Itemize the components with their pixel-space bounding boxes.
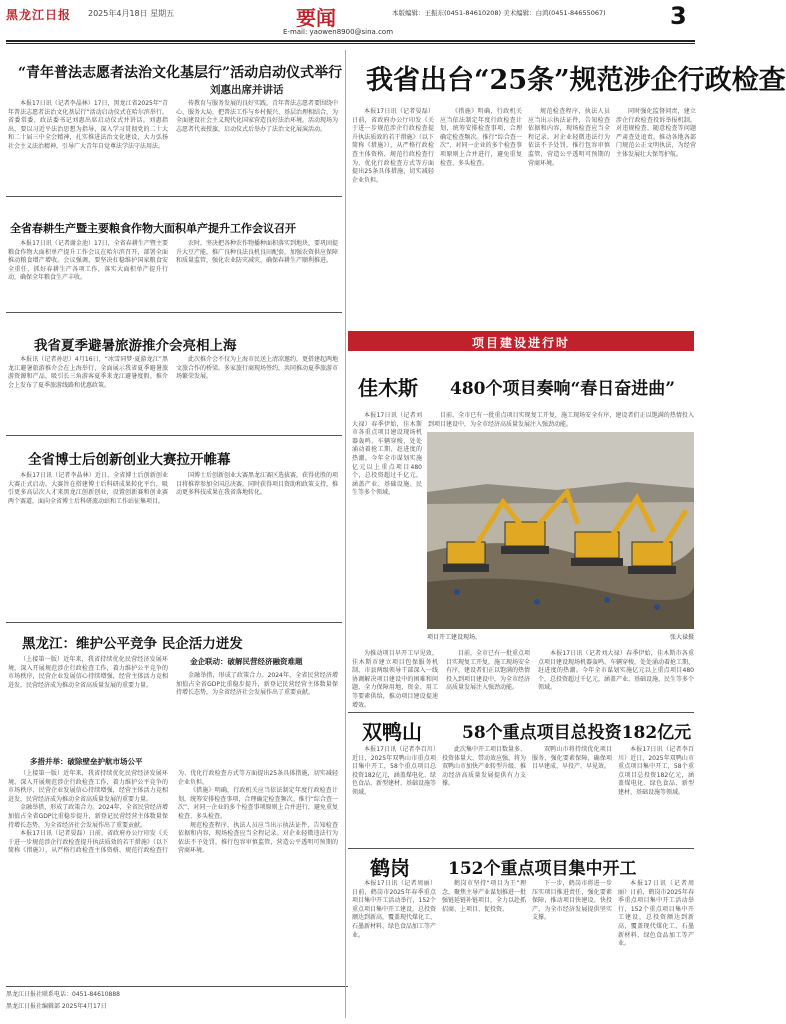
- article-1-text-2: 传教育与服务发展的良好实践。青年普法志愿者要围绕中心、服务大局，把普法工作与乡村振兴、基层治理相结合，为全面建设社会主义现代化国家营造良好法治环境。活动现场为志愿者代表授旗，启动仪式后举办了法治文化展演活动。: [176, 100, 339, 133]
- footer: [6, 986, 348, 1018]
- page-number: 3: [670, 2, 687, 30]
- footer-line-1: [6, 991, 348, 1001]
- article-5-title[interactable]: 黑龙江：维护公平竞争 民企活力迸发: [22, 636, 243, 652]
- article-5-text-3: （上接第一版）近年来，我省持续优化民营经济发展环境，深入开展规范涉企行政检查工作，着力维护公平竞争的市场秩序，民营企业发展信心持续增强，经营主体活力竞相迸发，民营经济成为推动全省高质量发展的重要力量。: [8, 770, 168, 803]
- masthead-rule: [6, 40, 695, 42]
- jms-text-3: 目前，全市已有一批重点项目实现复工开复，施工现场安全有序，建设者们正以饱满的热情投入到项目建设中，为全市经济高质量发展注入强劲动能。: [428, 412, 694, 428]
- sys-text-3: 双鸭山市将持续优化项目服务，强化要素保障，确保项目早建成、早投产、早见效。: [532, 746, 612, 771]
- article-5-text-6: 《措施》明确，行政机关应当依法制定年度行政检查计划，统筹安排检查事项，合理确定检查频次。推行“综合查一次”，对同一企业的多个检查事项原则上合并进行，避免重复检查、多头检查。: [178, 787, 338, 820]
- sys-col-1: [352, 746, 436, 842]
- footer-line-2: [6, 1003, 348, 1013]
- main-col-4: [616, 108, 696, 324]
- jms-text-4: 目前，全市已有一批重点项目实现复工开复，施工现场安全有序，建设者们正以饱满的热情投入到项目建设中，为全市经济高质量发展注入强劲动能。: [446, 650, 531, 692]
- hg-col-1: [352, 880, 436, 1018]
- divider: [348, 848, 694, 849]
- main-headline[interactable]: 我省出台“25条”规范涉企行政检查: [366, 65, 786, 96]
- main-text-4: 同时强化监督问责，建立涉企行政检查投诉举报机制，对违规检查、随意检查等问题严肃查处追责，推动各地各部门规范公正文明执法，为经营主体发展壮大保驾护航。: [616, 108, 696, 158]
- article-4-title[interactable]: 全省博士后创新创业大赛拉开帷幕: [28, 452, 231, 468]
- divider: [6, 196, 342, 197]
- sys-text-4: 本报17日讯（记者李百川）近日，2025年双鸭山市重点项目集中开工，58个重点项目总投资182亿元，涵盖煤电化、绿色食品、新型建材、基础设施等领域。: [618, 746, 694, 796]
- article-1-subtitle: 刘惠出席并讲话: [210, 84, 284, 96]
- article-2-col-1: [8, 240, 168, 306]
- article-5-kicker: 多措并举：破除壁垒护航市场公平: [30, 757, 143, 766]
- footer-text-1: 黑龙江日报社联系电话：0451-84610888: [6, 991, 120, 998]
- hg-headline[interactable]: 152个重点项目集中开工: [448, 859, 637, 879]
- sys-headline[interactable]: 58个重点项目总投资182亿元: [462, 723, 692, 743]
- newspaper-logo: 黑龙江日报: [6, 8, 72, 22]
- photo-caption-text: 项目开工建设现场。: [427, 634, 482, 641]
- article-4-text-2: 国博士后创新创业大赛黑龙江赛区选拔赛，获得优胜的项目将推荐参加全国总决赛，同时获得项目资助和政策支持，推动更多科技成果在我省落地转化。: [176, 472, 339, 497]
- sys-place: 双鸭山: [362, 720, 422, 744]
- article-5-text-7: 规范检查程序，执法人员应当出示执法证件，告知检查依据和内容，现场检查应当全程记录。对企业轻微违法行为依法不予处罚，推行包容审慎监管，营造公平透明可预期的营商环境。: [178, 821, 338, 855]
- photo-caption: [427, 632, 694, 641]
- article-2-title[interactable]: 全省春耕生产暨主要粮食作物大面积单产提升工作会议召开: [10, 222, 296, 235]
- main-col-1: [352, 108, 434, 324]
- main-text-2: 《措施》明确，行政机关应当依法制定年度行政检查计划，统筹安排检查事项，合理确定检查频次。推行“综合查一次”，对同一企业的多个检查事项原则上合并进行，避免重复检查、多头检查。: [440, 108, 522, 167]
- article-1-text-1: 本报17日讯（记者李晶林）17日，黑龙江省2025年“青年普法志愿者法治文化基层行”活动启动仪式在哈尔滨举行。省委常委、政法委书记刘惠出席启动仪式并讲话。刘惠指出，要以习近平法治思想为指导，深入学习贯彻党的二十大和二十届三中全会精神，扎实推进法治文化建设，大力弘扬社会主义法治精神，引导广大青年自觉尊法学法守法用法。: [8, 100, 168, 150]
- issue-date: 2025年4月18日 星期五: [88, 9, 175, 18]
- hg-col-4: [618, 880, 694, 1018]
- project-banner: [348, 331, 694, 351]
- article-2-text-2: 农时，坚决把各种农作物播种面积落实到地块，要巩固提升大豆产能，推广良种良法良机良田配套，加强农资供应保障和质量监管，强化农业防灾减灾，确保春耕生产顺利推进。: [176, 240, 339, 265]
- editor-contact: 本版编辑：王振东(0451-84610208) 美术编辑：白鸿(0451-84655067): [392, 9, 606, 17]
- jms-col-3: [446, 650, 530, 706]
- section-email[interactable]: E-mail: yaowen8900@sina.com: [283, 28, 394, 36]
- divider: [6, 312, 342, 313]
- article-5-text-1: （上接第一版）近年来，我省持续优化民营经济发展环境，深入开展规范涉企行政检查工作，着力维护公平竞争的市场秩序，民营企业发展信心持续增强，经营主体活力竞相迸发，民营经济成为推动全省高质量发展的重要力量。: [8, 656, 168, 689]
- masthead-rule-thin: [6, 43, 695, 44]
- hg-text-2: 鹤岗市坚持“项目为王”理念，聚焦主导产业谋划推进一批强链延链补链项目，全力以赴抓招商、上项目、促投资。: [442, 880, 527, 913]
- article-2-text-1: 本报17日讯（记者谢金池）17日，全省春耕生产暨主要粮食作物大面积单产提升工作会议在哈尔滨召开，部署全面推动粮食增产增收。会议强调，要坚决扛稳维护国家粮食安全重任，抓好春耕生产各项工作，落实大面积单产提升行动，确保全年粮食生产丰收。: [8, 240, 168, 282]
- article-4-text-1: 本报17日讯（记者李晶林）近日，全省博士后创新创业大赛正式启动。大赛旨在搭建博士后科研成果转化平台，吸引更多高层次人才来黑龙江创新创业，设置创新赛和创业赛两个赛道，面向全省博士后科研流动站和工作站征集项目。: [8, 472, 168, 505]
- footer-text-2: 黑龙江日报社编辑部 2025年4月17日: [6, 1003, 107, 1010]
- article-1-title[interactable]: “青年普法志愿者法治文化基层行”活动启动仪式举行: [18, 65, 343, 81]
- article-1-col-2: [176, 100, 338, 188]
- excavator-illustration: [427, 432, 694, 629]
- main-col-3: [528, 108, 610, 324]
- main-text-3: 规范检查程序，执法人员应当出示执法证件，告知检查依据和内容，现场检查应当全程记录。对企业轻微违法行为依法不予处罚，推行包容审慎监管，营造公平透明可预期的营商环境。: [528, 108, 610, 167]
- article-5-col-2: [176, 672, 338, 750]
- sys-col-2: [442, 746, 526, 842]
- article-5-text-4: 金融举措，形成了政策合力。2024年，全省民营经济增加值占全省GDP比重稳步提升，新登记民营经营主体数量保持增长态势，为全省经济社会发展作出了重要贡献。: [8, 804, 168, 829]
- section-title: 要闻: [296, 6, 336, 30]
- sys-col-4: [618, 746, 694, 842]
- hg-col-3: [532, 880, 612, 1018]
- sys-text-1: 本报17日讯（记者李百川）近日，2025年双鸭山市重点项目集中开工，58个重点项目总投资182亿元，涵盖煤电化、绿色食品、新型建材、基础设施等领域。: [352, 746, 437, 796]
- article-3-col-1: [8, 356, 168, 426]
- article-1-col-1: [8, 100, 168, 188]
- article-4-col-1: [8, 472, 168, 614]
- article-3-text-1: 本报讯（记者孙思）4月16日，“冰雪同梦·夏游龙江”黑龙江避暑旅游推介会在上海举行，全面展示我省夏季避暑旅游资源和产品，吸引长三角游客夏季来龙江避暑度假。推介会上发布了夏季旅游线路和优惠政策。: [8, 356, 168, 389]
- divider: [6, 622, 342, 623]
- article-5-kicker-2: 金企联动：破解民营经济融资难题: [190, 657, 303, 666]
- sys-text-2: 此次集中开工项目数量多、投资体量大、带动效应强，将为双鸭山市加快产业转型升级、推动经济高质量发展提供有力支撑。: [442, 746, 527, 788]
- hg-col-2: [442, 880, 526, 1018]
- jms-text-2: 为推动项目早开工早见效，佳木斯市建立项目包保服务机制，市县两级领导干部深入一线协调解决项目建设中的困难和问题，全力保障用地、资金、用工等要素供给，推动项目建设提速增效。: [352, 650, 438, 709]
- jms-text-5: 本报17日讯（记者刘大禄）春季伊始，佳木斯市各重点项目建设现场机器轰鸣、车辆穿梭，处处涌动着抢工期、赶进度的热潮。今年全市谋划实施亿元以上重点项目480个，总投资超过千亿元，涵盖产业、基础设施、民生等多个领域。: [538, 650, 695, 692]
- article-2-col-2: [176, 240, 338, 306]
- article-4-col-2: [176, 472, 338, 614]
- article-5-col-1: [8, 656, 168, 750]
- masthead: [0, 0, 701, 42]
- jms-text-1: 本报17日讯（记者刘大禄）春季伊始，佳木斯市各重点项目建设现场机器轰鸣、车辆穿梭，处处涌动着抢工期、赶进度的热潮。今年全市谋划实施亿元以上重点项目480个，总投资超过千亿元，涵盖产业、基础设施、民生等多个领域。: [352, 412, 422, 497]
- column-separator: [345, 50, 346, 1018]
- photo-credit: 张大禄摄: [669, 634, 694, 641]
- jms-place: 佳木斯: [358, 376, 418, 400]
- construction-photo: [427, 432, 694, 629]
- sys-col-3: [532, 746, 612, 842]
- jms-headline[interactable]: 480个项目奏响“春日奋进曲”: [450, 379, 676, 399]
- hg-text-4: 本报17日讯（记者周丽）日前，鹤岗市2025年春季重点项目集中开工活动举行，152个重点项目集中开工建设，总投资额达到新高，覆盖现代煤化工、石墨新材料、绿色食品加工等产业。: [618, 880, 694, 948]
- article-5-text-2: 金融举措，形成了政策合力。2024年，全省民营经济增加值占全省GDP比重稳步提升，新登记民营经营主体数量保持增长态势，为全省经济社会发展作出了重要贡献。: [176, 672, 338, 697]
- main-col-2: [440, 108, 522, 324]
- divider: [6, 435, 342, 436]
- jms-col-4: [538, 650, 694, 706]
- jms-col-2: [352, 650, 438, 709]
- article-5-body: [8, 770, 338, 980]
- article-5-text-5: 本报17日讯（记者晏磊）日前，省政府办公厅印发《关于进一步规范涉企行政检查提升执法质效的若干措施》（以下简称《措施》），从严格行政检查主体资格、规范行政检查行为、优化行政检查方式等方面提出25条具体措施，切实减轻企业负担。: [8, 770, 338, 855]
- article-3-title[interactable]: 我省夏季避暑旅游推介会亮相上海: [34, 338, 237, 354]
- jms-col-top: [428, 412, 694, 430]
- hg-text-3: 下一步，鹤岗市将进一步压实项目推进责任，强化要素保障，推动项目快建设、快投产，为全市经济发展提供坚实支撑。: [532, 880, 612, 922]
- article-3-text-2: 此次推介会不仅为上海市民送上清凉邀约，更搭建起两地文旅合作的桥梁。多家旅行商现场签约，共同推动夏季旅游市场繁荣发展。: [176, 356, 339, 381]
- hg-text-1: 本报17日讯（记者周丽）日前，鹤岗市2025年春季重点项目集中开工活动举行，152个重点项目集中开工建设，总投资额达到新高，覆盖现代煤化工、石墨新材料、绿色食品加工等产业。: [352, 880, 437, 939]
- main-text-1: 本报17日讯（记者晏磊）日前，省政府办公厅印发《关于进一步规范涉企行政检查提升执法质效的若干措施》（以下简称《措施》），从严格行政检查主体资格、规范行政检查行为、优化行政检查方式等方面提出25条具体措施，切实减轻企业负担。: [352, 108, 434, 184]
- jms-col-1: [352, 412, 422, 648]
- article-3-col-2: [176, 356, 338, 426]
- banner-text: 项目建设进行时: [471, 336, 570, 350]
- divider: [348, 712, 694, 713]
- hg-place: 鹤岗: [370, 856, 410, 880]
